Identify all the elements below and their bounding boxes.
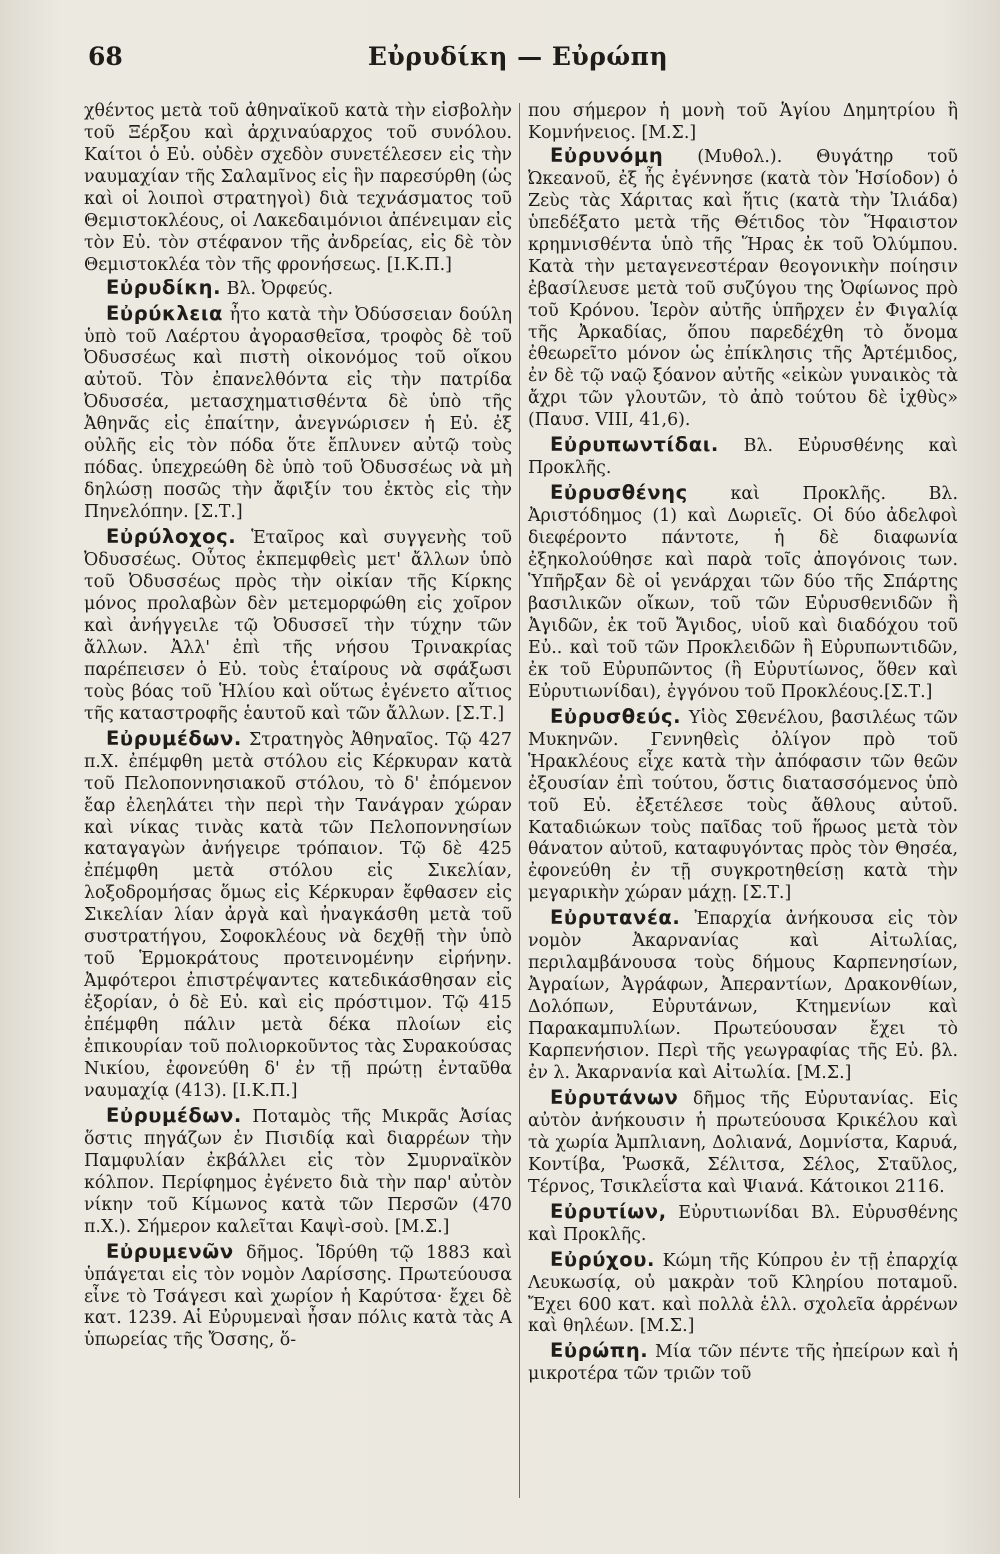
right-column <box>528 101 958 1386</box>
entry-eurymedon-general <box>84 728 512 1103</box>
entry-text: Στρατηγὸς Ἀθηναῖος. Τῷ 427 π.Χ. ἐπέμφθη μετὰ στόλου εἰς Κέρκυραν κατὰ τοῦ Πελοποννησιακοῦ στόλου, τὸ δ' ἐπόμενον ἔαρ ἐλεηλάτει τὴν περὶ τὴν Τανάγραν χώραν καὶ νίκας τινὰς κατὰ τῶν Πελοποννησίων καταγαγὼν ἀνήγειρε τρόπαιον. Τῷ δὲ 425 ἐπέμφθη μετὰ στόλου εἰς Σικελίαν, λοξοδρομήσας ὅμως εἰς Κέρκυραν ἔφθασεν εἰς Σικελίαν λίαν ἀργὰ καὶ ἠναγκάσθη μετὰ τοῦ συστρατήγου, Σοφοκλέους νὰ δεχθῇ τὴν ὑπὸ τοῦ Ἑρμοκράτους προτεινομένην εἰρήνην. Ἀμφότεροι ἐπιστρέψαντες κατεδικάσθησαν εἰς ἐξορίαν, ὁ δὲ Εὐ. καὶ εἰς πρόστιμον. Τῷ 415 ἐπέμφθη πάλιν μετὰ δέκα πλοίων εἰς ἐπικουρίαν τοῦ πολιορκοῦντος τὰς Συρακούσας Νικίου, ἐφονεύθη δ' ἐν τῇ πρώτῃ ἐνταῦθα ναυμαχίᾳ (413). [Ι.Κ.Π.] <box>84 729 512 1101</box>
headword: Εὐρυμέδων. <box>106 726 242 750</box>
headword: Εὐρυτανέα. <box>550 906 681 930</box>
continuation-text: χθέντος μετὰ τοῦ ἀθηναϊκοῦ κατὰ τὴν εἰσβολὴν τοῦ Ξέρξου καὶ ἀρχιναύαρχος τοῦ συνόλου. Καίτοι ὁ Εὐ. οὐδὲν σχεδὸν συνετέλεσεν εἰς τὴν ναυμαχίαν τῆς Σαλαμῖνος εἰς ἣν παρεσύρθη (ὡς καὶ οἱ λοιποὶ στρατηγοὶ) διὰ τεχνάσματος τοῦ Θεμιστοκλέους, οἱ Λακεδαιμόνιοι ἀπένειμαν εἰς τὸν Εὐ. τὸν στέφανον τῆς ἀνδρείας, εἰς δὲ τὸν Θεμιστοκλέα τὸν τῆς φρονήσεως. [Ι.Κ.Π.] <box>84 101 512 275</box>
entry-eurytania <box>528 907 958 1085</box>
entry-eurynome <box>528 145 958 432</box>
headword: Εὐρύχου. <box>550 1247 655 1271</box>
left-column <box>84 101 512 1352</box>
headword: Εὐρυσθένης <box>550 481 688 505</box>
entry-eurylochos <box>84 526 512 726</box>
entry-text: Βλ. Ὀρφεύς. <box>221 278 334 299</box>
headword: Εὐρυσθεύς. <box>550 704 682 728</box>
continuation-text: που σήμερον ἡ μονὴ τοῦ Ἁγίου Δημητρίου ἢ Κομνήνειος. [Μ.Σ.] <box>528 101 958 143</box>
entry-eurychou <box>528 1249 958 1339</box>
entry-text: ἦτο κατὰ τὴν Ὀδύσσειαν δούλη ὑπὸ τοῦ Λαέρτου ἀγορασθεῖσα, τροφὸς δὲ τοῦ Ὀδυσσέως καὶ πιστὴ οἰκονόμος τοῦ οἴκου αὐτοῦ. Τὸν ἐπανελθόντα εἰς τὴν πατρίδα Ὀδυσσέα, μετασχηματισθέντα δὲ ὑπὸ τῆς Ἀθηνᾶς εἰς ἐπαίτην, ἀνεγνώρισεν ἡ Εὐ. ἐξ οὐλῆς εἰς τὸν πόδα ὅτε ἔπλυνεν αὐτῷ τοὺς πόδας. ὑπεχρεώθη δὲ ὑπὸ τοῦ Ὀδυσσέως νὰ μὴ δηλώσῃ ποσῶς τὴν ἄφιξίν του ἐκτὸς εἰς τὴν Πηνελόπην. [Σ.Τ.] <box>84 304 512 523</box>
entry-text: Βλ. Εὐρυσθένης καὶ Προκλῆς. <box>528 436 958 479</box>
entry-europe <box>528 1340 958 1386</box>
entry-text: δῆμος τῆς Εὐρυτανίας. Εἰς αὐτὸν ἀνήκουσιν ἡ πρωτεύουσα Κρικέλου καὶ τὰ χωρία Ἀμπλιανη, Δολιανά, Δομνίστα, Καρυά, Κοντίβα, Ῥωσκᾶ, Σέλιτσα, Σέλος, Σταῦλος, Τέρνος, Τσικλεΐστα καὶ Ψιανά. Κάτοικοι 2116. <box>528 1088 958 1197</box>
headword: Εὐρώπη. <box>550 1339 649 1363</box>
headword: Εὐρύκλεια <box>106 301 224 325</box>
entry-text: Εὐρυτιωνίδαι Βλ. Εὐρυσθένης καὶ Προκλῆς. <box>528 1202 958 1245</box>
entry-eurydike <box>84 277 512 301</box>
entry-eurypontidai <box>528 434 958 480</box>
headword: Εὐρυπωντίδαι. <box>550 433 719 457</box>
entry-text: καὶ Προκλῆς. Βλ. Ἀριστόδημος (1) καὶ Δωριεῖς. Οἱ δύο ἀδελφοὶ διεφέροντο πάντοτε, ἡ δὲ διαφωνία ἐξηκολούθησε καὶ παρὰ τοῖς ἀπογόνοις των. Ὑπῆρξαν δὲ οἱ γενάρχαι τῶν δύο τῆς Σπάρτης βασιλικῶν οἴκων, τοῦ τῶν Εὐρυσθενιδῶν ἢ Ἀγιδῶν, ἐκ τοῦ Ἄγιδος, υἱοῦ καὶ διαδόχου τοῦ Εὐ.. καὶ τοῦ τῶν Προκλειδῶν ἢ Εὐρυπωντιδῶν, ἐκ τοῦ Εὐρυπῶντος (ἢ Εὐρυτίωνος, ὅθεν καὶ Εὐρυτιωνίδαι), ἐγγόνου τοῦ Προκλέους.[Σ.Τ.] <box>528 484 958 702</box>
headword: Εὐρυνόμη <box>550 143 664 167</box>
entry-text: Μία τῶν πέντε τῆς ἠπείρων καὶ ἡ μικροτέρα τῶν τριῶν τοῦ <box>528 1342 958 1385</box>
entry-eurykleia <box>84 303 512 525</box>
entry-eurystheus <box>528 706 958 906</box>
column-divider <box>519 103 520 1498</box>
headword: Εὐρυτάνων <box>550 1085 679 1109</box>
headword: Εὐρυμενῶν <box>106 1239 234 1263</box>
entry-text: (Μυθολ.). Θυγάτηρ τοῦ Ὠκεανοῦ, ἐξ ἧς ἐγέννησε (κατὰ τὸν Ἡσίοδον) ὁ Ζεὺς τὰς Χάριτας καὶ ἥτις (κατὰ τὴν Ἰλιάδα) ὑπεδέξατο μετὰ τῆς Θέτιδος τὸν Ἥφαιστον κρημνισθέντα ὑπὸ τῆς Ἥρας ἐκ τοῦ Ὀλύμπου. Κατὰ τὴν μεταγενεστέραν θεογονικὴν ποίησιν ἐβασίλευσε μετὰ τοῦ συζύγου της Ὀφίωνος πρὸ τοῦ Κρόνου. Ἱερὸν αὐτῆς ὑπῆρχεν ἐν Φιγαλίᾳ τῆς Ἀρκαδίας, ὅπου παρεδέχθη τὸ ὄνομα ἐθεωρεῖτο μόνον ὡς ἐπίκλησις τῆς Ἀρτέμιδος, ἐν δὲ τῷ ναῷ ξόανον αὐτῆς «εἰκὼν γυναικὸς τὰ ἄχρι τῶν γλουτῶν, τὸ ἀπὸ τούτου δὲ ἰχθὺς» (Παυσ. VIII, 41,6). <box>528 146 958 431</box>
headword: Εὐρυδίκη. <box>106 275 222 299</box>
headword: Εὐρυτίων, <box>550 1199 667 1223</box>
entry-text: δῆμος. Ἱδρύθη τῷ 1883 καὶ ὑπάγεται εἰς τὸν νομὸν Λαρίσσης. Πρωτεύουσα εἶνε τὸ Τσάγεσι καὶ χωρίον ἡ Καρύτσα· ἔχει δὲ κατ. 1239. Αἱ Εὐρυμεναὶ ἦσαν πόλις κατὰ τὰς Α ὑπωρείας τῆς Ὄσσης, ὅ- <box>84 1242 512 1351</box>
entry-eurytion <box>528 1201 958 1247</box>
entry-eurysthenes <box>528 482 958 704</box>
entry-text: Ποταμὸς τῆς Μικρᾶς Ἀσίας ὅστις πηγάζων ἐν Πισιδίᾳ καὶ διαρρέων τὴν Παμφυλίαν ἐκβάλλει εἰς τὸν Σμυρναϊκὸν κόλπον. Περίφημος ἐγένετο διὰ τὴν παρ' αὐτὸν νίκην τοῦ Κίμωνος κατὰ τῶν Περσῶν (470 π.Χ.). Σήμερον καλεῖται Καψὶ-σοὺ. [Μ.Σ.] <box>84 1106 512 1237</box>
entry-text: Υἱὸς Σθενέλου, βασιλέως τῶν Μυκηνῶν. Γεννηθεὶς ὀλίγον πρὸ τοῦ Ἡρακλέους εἶχε κατὰ τὴν ἀπόφασιν τῶν θεῶν ἐξουσίαν ἐπὶ τούτου, ὅστις διατασσόμενος ὑπὸ τοῦ Εὐ. ἐξετέλεσε τοὺς ἄθλους αὐτοῦ. Καταδιώκων τοὺς παῖδας τοῦ ἥρωος μετὰ τὸν θάνατον αὐτοῦ, καταφυγόντας πρὸς τὸν Θησέα, ἐφονεύθη ἐν τῇ συγκροτηθείσῃ κατὰ τὴν μεγαρικὴν χώραν μάχῃ. [Σ.Τ.] <box>528 707 958 904</box>
headword: Εὐρύλοχος. <box>106 525 237 549</box>
entry-text: Ἐπαρχία ἀνήκουσα εἰς τὸν νομὸν Ἀκαρνανίας καὶ Αἰτωλίας, περιλαμβάνουσα τοὺς δήμους Καρπενησίων, Ἀγραίων, Ἀγράφων, Ἀπεραντίων, Δρακονθίων, Δολόπων, Εὐρυτάνων, Κτημενίων καὶ Παρακαμπυλίων. Πρωτεύουσαν ἔχει τὸ Καρπενήσιον. Περὶ τῆς γεωγραφίας τῆς Εὐ. βλ. ἐν λ. Ἀκαρνανία καὶ Αἰτωλία. [Μ.Σ.] <box>528 909 958 1083</box>
entry-eurymenon <box>84 1241 512 1353</box>
page-number: 68 <box>88 42 123 71</box>
entry-eurytanon <box>528 1087 958 1199</box>
running-title: Εὐρυδίκη — Εὐρώπη <box>367 42 669 71</box>
entry-eurymedon-river <box>84 1105 512 1239</box>
entry-text: Κώμη τῆς Κύπρου ἐν τῇ ἐπαρχίᾳ Λευκωσίᾳ, οὐ μακρὰν τοῦ Κληρίου ποταμοῦ. Ἔχει 600 κατ. καὶ πολλὰ ἑλλ. σχολεῖα ἀρρένων καὶ θηλέων. [Μ.Σ.] <box>528 1250 958 1337</box>
headword: Εὐρυμέδων. <box>106 1103 242 1127</box>
page-header <box>88 42 948 82</box>
entry-text: Ἑταῖρος καὶ συγγενὴς τοῦ Ὀδυσσέως. Οὗτος ἐκπεμφθεὶς μετ' ἄλλων ὑπὸ τοῦ Ὀδυσσέως πρὸς τὴν οἰκίαν τῆς Κίρκης μόνος προλαβὼν δὲν μετεμορφώθη εἰς χοῖρον καὶ ἀνήγγειλε τῷ Ὀδυσσεῖ τὴν τύχην τῶν ἄλλων. Ἀλλ' ἐπὶ τῆς νήσου Τρινακρίας παρέπεισεν ὁ Εὐ. τοὺς ἑταίρους νὰ σφάξωσι τοὺς βόας τοῦ Ἡλίου καὶ οὕτως ἐγένετο αἴτιος τῆς καταστροφῆς ἑαυτοῦ καὶ τῶν ἄλλων. [Σ.Τ.] <box>84 528 512 724</box>
